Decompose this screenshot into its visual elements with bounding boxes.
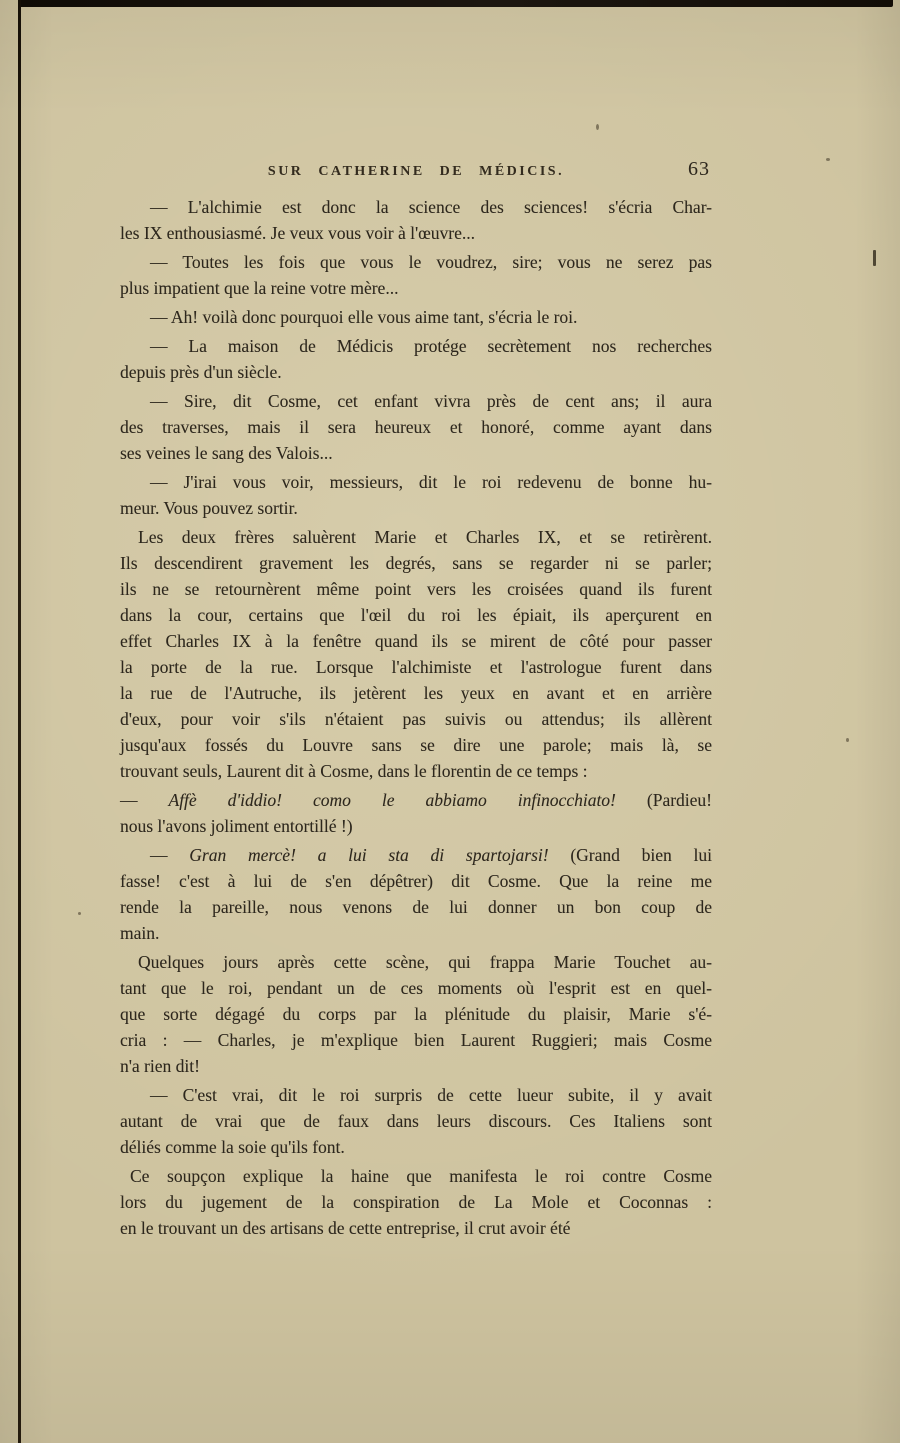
- text-line: déliés comme la soie qu'ils font.: [120, 1137, 345, 1157]
- text-line: la rue de l'Autruche, ils jetèrent les yeux en avant et en arrière: [120, 683, 712, 703]
- scan-speck: [596, 124, 599, 130]
- paragraph: [120, 1163, 712, 1241]
- text-line: Les deux frères saluèrent Marie et Charles IX, et se retirèrent.: [138, 527, 712, 547]
- running-title: SUR CATHERINE DE MÉDICIS.: [267, 164, 565, 179]
- text-line: lors du jugement de la conspiration de La Mole et Coconnas :: [120, 1192, 712, 1212]
- text-line: — Gran mercè! a lui sta di spartojarsi! (Grand bien lui: [150, 845, 713, 865]
- paragraph: [120, 304, 712, 330]
- text-line: main.: [120, 923, 160, 943]
- text-line: meur. Vous pouvez sortir.: [120, 498, 298, 518]
- text-line: — La maison de Médicis protége secrètement nos recherches: [150, 336, 712, 356]
- text-line: les IX enthousiasmé. Je veux vous voir à l'œuvre...: [120, 223, 476, 243]
- text-line: ils ne se retournèrent même point vers les croisées quand ils furent: [120, 579, 712, 599]
- scan-edge-left: [18, 0, 21, 1443]
- text-line: que sorte dégagé du corps par la plénitude du plaisir, Marie s'é-: [120, 1004, 712, 1024]
- text-line: plus impatient que la reine votre mère...: [120, 278, 399, 298]
- text-line: en le trouvant un des artisans de cette entreprise, il crut avoir été: [120, 1218, 571, 1238]
- paragraph: [120, 787, 712, 839]
- paragraph: [120, 194, 712, 246]
- scan-stray-mark: [873, 250, 876, 266]
- scan-speck: [846, 738, 849, 742]
- paragraph: [120, 524, 712, 784]
- text-block: [120, 194, 712, 1241]
- text-line: autant de vrai que de faux dans leurs discours. Ces Italiens sont: [120, 1111, 712, 1131]
- text-line: tant que le roi, pendant un de ces moments où l'esprit est en quel-: [120, 978, 712, 998]
- text-line: d'eux, pour voir s'ils n'étaient pas suivis ou attendus; ils allèrent: [120, 709, 712, 729]
- text-line: la porte de la rue. Lorsque l'alchimiste et l'astrologue furent dans: [120, 657, 712, 677]
- paragraph: [120, 388, 712, 466]
- text-line: ses veines le sang des Valois...: [120, 443, 333, 463]
- paragraph: [120, 249, 712, 301]
- text-line: — Sire, dit Cosme, cet enfant vivra près de cent ans; il aura: [150, 391, 712, 411]
- text-line: — Ah! voilà donc pourquoi elle vous aime tant, s'écria le roi.: [150, 307, 578, 327]
- scan-edge-top: [19, 0, 893, 7]
- text-line: Ce soupçon explique la haine que manifesta le roi contre Cosme: [130, 1166, 712, 1186]
- text-line: Ils descendirent gravement les degrés, sans se regarder ni se parler;: [120, 553, 712, 573]
- scan-speck: [78, 912, 81, 915]
- paragraph: [120, 469, 712, 521]
- text-line: — J'irai vous voir, messieurs, dit le roi redevenu de bonne hu-: [150, 472, 712, 492]
- text-line: — L'alchimie est donc la science des sciences! s'écria Char-: [150, 197, 712, 217]
- page-header: [120, 158, 712, 186]
- text-line: — C'est vrai, dit le roi surpris de cette lueur subite, il y avait: [150, 1085, 712, 1105]
- text-line: dans la cour, certains que l'œil du roi les épiait, ils aperçurent en: [120, 605, 712, 625]
- text-line: jusqu'aux fossés du Louvre sans se dire une parole; mais là, se: [120, 735, 712, 755]
- scan-speck: [826, 158, 830, 161]
- text-line: — Affè d'iddio! como le abbiamo infinocchiato! (Pardieu!: [120, 790, 712, 810]
- text-line: cria : — Charles, je m'explique bien Laurent Ruggieri; mais Cosme: [120, 1030, 712, 1050]
- text-line: depuis près d'un siècle.: [120, 362, 282, 382]
- page-content: [120, 158, 713, 1244]
- text-line: trouvant seuls, Laurent dit à Cosme, dans le florentin de ce temps :: [120, 761, 588, 781]
- text-line: n'a rien dit!: [120, 1056, 200, 1076]
- text-line: nous l'avons joliment entortillé !): [120, 816, 353, 836]
- paragraph: [120, 949, 712, 1079]
- text-line: rende la pareille, nous venons de lui donner un bon coup de: [120, 897, 712, 917]
- text-line: effet Charles IX à la fenêtre quand ils se mirent de côté pour passer: [120, 631, 712, 651]
- text-line: — Toutes les fois que vous le voudrez, sire; vous ne serez pas: [150, 252, 712, 272]
- text-line: des traverses, mais il sera heureux et honoré, comme ayant dans: [120, 417, 712, 437]
- paragraph: [120, 1082, 712, 1160]
- paragraph: [120, 842, 712, 946]
- page-number: 63: [688, 158, 710, 180]
- text-line: Quelques jours après cette scène, qui frappa Marie Touchet au-: [138, 952, 712, 972]
- paragraph: [120, 333, 712, 385]
- text-line: fasse! c'est à lui de s'en dépêtrer) dit Cosme. Que la reine me: [120, 871, 712, 891]
